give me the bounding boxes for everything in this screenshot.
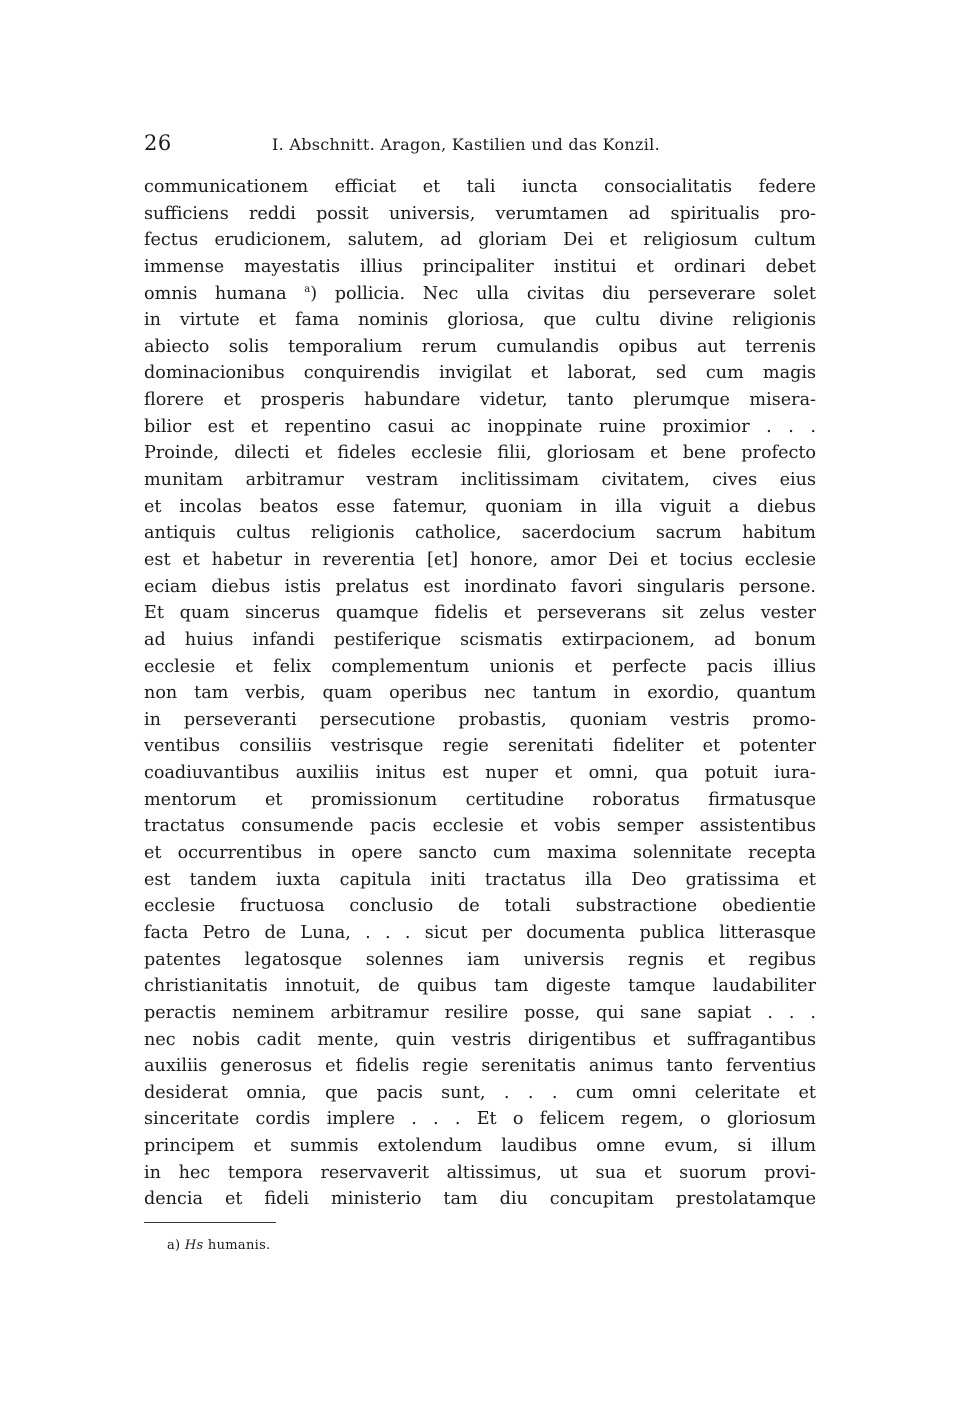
text-line: dominacionibus conquirendis invigilat et laborat, sed cum magis — [144, 363, 816, 384]
footnote-siglum: Hs — [184, 1238, 204, 1253]
text-line-with-footnote-ref — [144, 281, 816, 308]
text-line: fectus erudicionem, salutem, ad gloriam Dei et religiosum cultum — [144, 230, 816, 251]
text-line: principem et summis extolendum laudibus omne evum, si illum — [144, 1136, 816, 1157]
page-number: 26 — [144, 131, 172, 155]
text-line: patentes legatosque solennes iam universis regnis et regibus — [144, 949, 816, 970]
text-line: eciam diebus istis prelatus est inordinato favori singularis persone. — [144, 576, 816, 597]
text-line: et incolas beatos esse fatemur, quoniam in illa viguit a diebus — [144, 496, 816, 517]
text-line: est tandem iuxta capitula initi tractatus illa Deo gratissima et — [144, 869, 816, 890]
footnote-ref-paren: ) — [310, 283, 318, 304]
text-line: sufficiens reddi possit universis, verumtamen ad spiritualis pro- — [144, 203, 816, 224]
text-line: in hec tempora reservaverit altissimus, ut sua et suorum provi- — [144, 1162, 816, 1183]
footnote — [167, 1238, 270, 1253]
text-line: immense mayestatis illius principaliter institui et ordinari debet — [144, 256, 816, 277]
text-line: in perseveranti persecutione probastis, quoniam vestris promo- — [144, 709, 816, 730]
text-line: christianitatis innotuit, de quibus tam digeste tamque laudabiliter — [144, 976, 816, 997]
page-header — [144, 131, 816, 161]
text-line: ecclesie et felix complementum unionis et perfecte pacis illius — [144, 656, 816, 677]
text-line: florere et prosperis habundare videtur, tanto plerumque misera- — [144, 390, 816, 411]
text-line: et occurrentibus in opere sancto cum maxima solennitate recepta — [144, 843, 816, 864]
text-line: communicationem efficiat et tali iuncta consocialitatis federe — [144, 177, 816, 197]
text-line: abiecto solis temporalium rerum cumulandis opibus aut terrenis — [144, 336, 816, 357]
text-line: desiderat omnia, que pacis sunt, . . . cum omni celeritate et — [144, 1082, 816, 1103]
text-line: antiquis cultus religionis catholice, sacerdocium sacrum habitum — [144, 523, 816, 544]
text-line: coadiuvantibus auxiliis initus est nuper et omni, qua potuit iura- — [144, 763, 816, 784]
footnote-text: humanis. — [207, 1238, 271, 1253]
running-head: I. Abschnitt. Aragon, Kastilien und das Konzil. — [272, 135, 660, 154]
text-line: ad huius infandi pestiferique scismatis extirpacionem, ad bonum — [144, 629, 816, 650]
text-line-remainder: pollicia. Nec ulla civitas diu perseverare solet — [334, 283, 817, 304]
text-line: Proinde, dilecti et fideles ecclesie filii, gloriosam et bene profecto — [144, 443, 816, 464]
text-line: in virtute et fama nominis gloriosa, que cultu divine religionis — [144, 310, 816, 331]
footnote-marker: a — [304, 283, 311, 295]
text-line: bilior est et repentino casui ac inoppinate ruine proximior . . . — [144, 416, 816, 437]
text-line: munitam arbitramur vestram inclitissimam civitatem, cives eius — [144, 470, 816, 491]
footnote-rule — [144, 1222, 276, 1223]
text-line: ventibus consiliis vestrisque regie serenitati fideliter et potenter — [144, 736, 816, 757]
text-line: non tam verbis, quam operibus nec tantum in exordio, quantum — [144, 683, 816, 704]
text-line: est et habetur in reverentia [et] honore, amor Dei et tocius ecclesie — [144, 549, 816, 570]
text-line: dencia et fideli ministerio tam diu concupitam prestolatamque — [144, 1189, 816, 1210]
text-line: tractatus consumende pacis ecclesie et vobis semper assistentibus — [144, 816, 816, 837]
text-line: nec nobis cadit mente, quin vestris dirigentibus et suffragantibus — [144, 1029, 816, 1050]
text-line: Et quam sincerus quamque fidelis et perseverans sit zelus vester — [144, 603, 816, 624]
footnote-label: a) — [167, 1238, 181, 1253]
body-text — [144, 174, 816, 1213]
text-line: ecclesie fructuosa conclusio de totali substractione obedientie — [144, 896, 816, 917]
footnote-ref-lead: omnis humana — [144, 283, 287, 304]
text-line: peractis neminem arbitramur resilire posse, qui sane sapiat . . . — [144, 1002, 816, 1023]
text-line: sinceritate cordis implere . . . Et o felicem regem, o gloriosum — [144, 1109, 816, 1130]
text-line: facta Petro de Luna, . . . sicut per documenta publica litterasque — [144, 922, 816, 943]
text-line: auxiliis generosus et fidelis regie serenitatis animus tanto ferventius — [144, 1056, 816, 1077]
text-line: mentorum et promissionum certitudine roboratus firmatusque — [144, 789, 816, 810]
